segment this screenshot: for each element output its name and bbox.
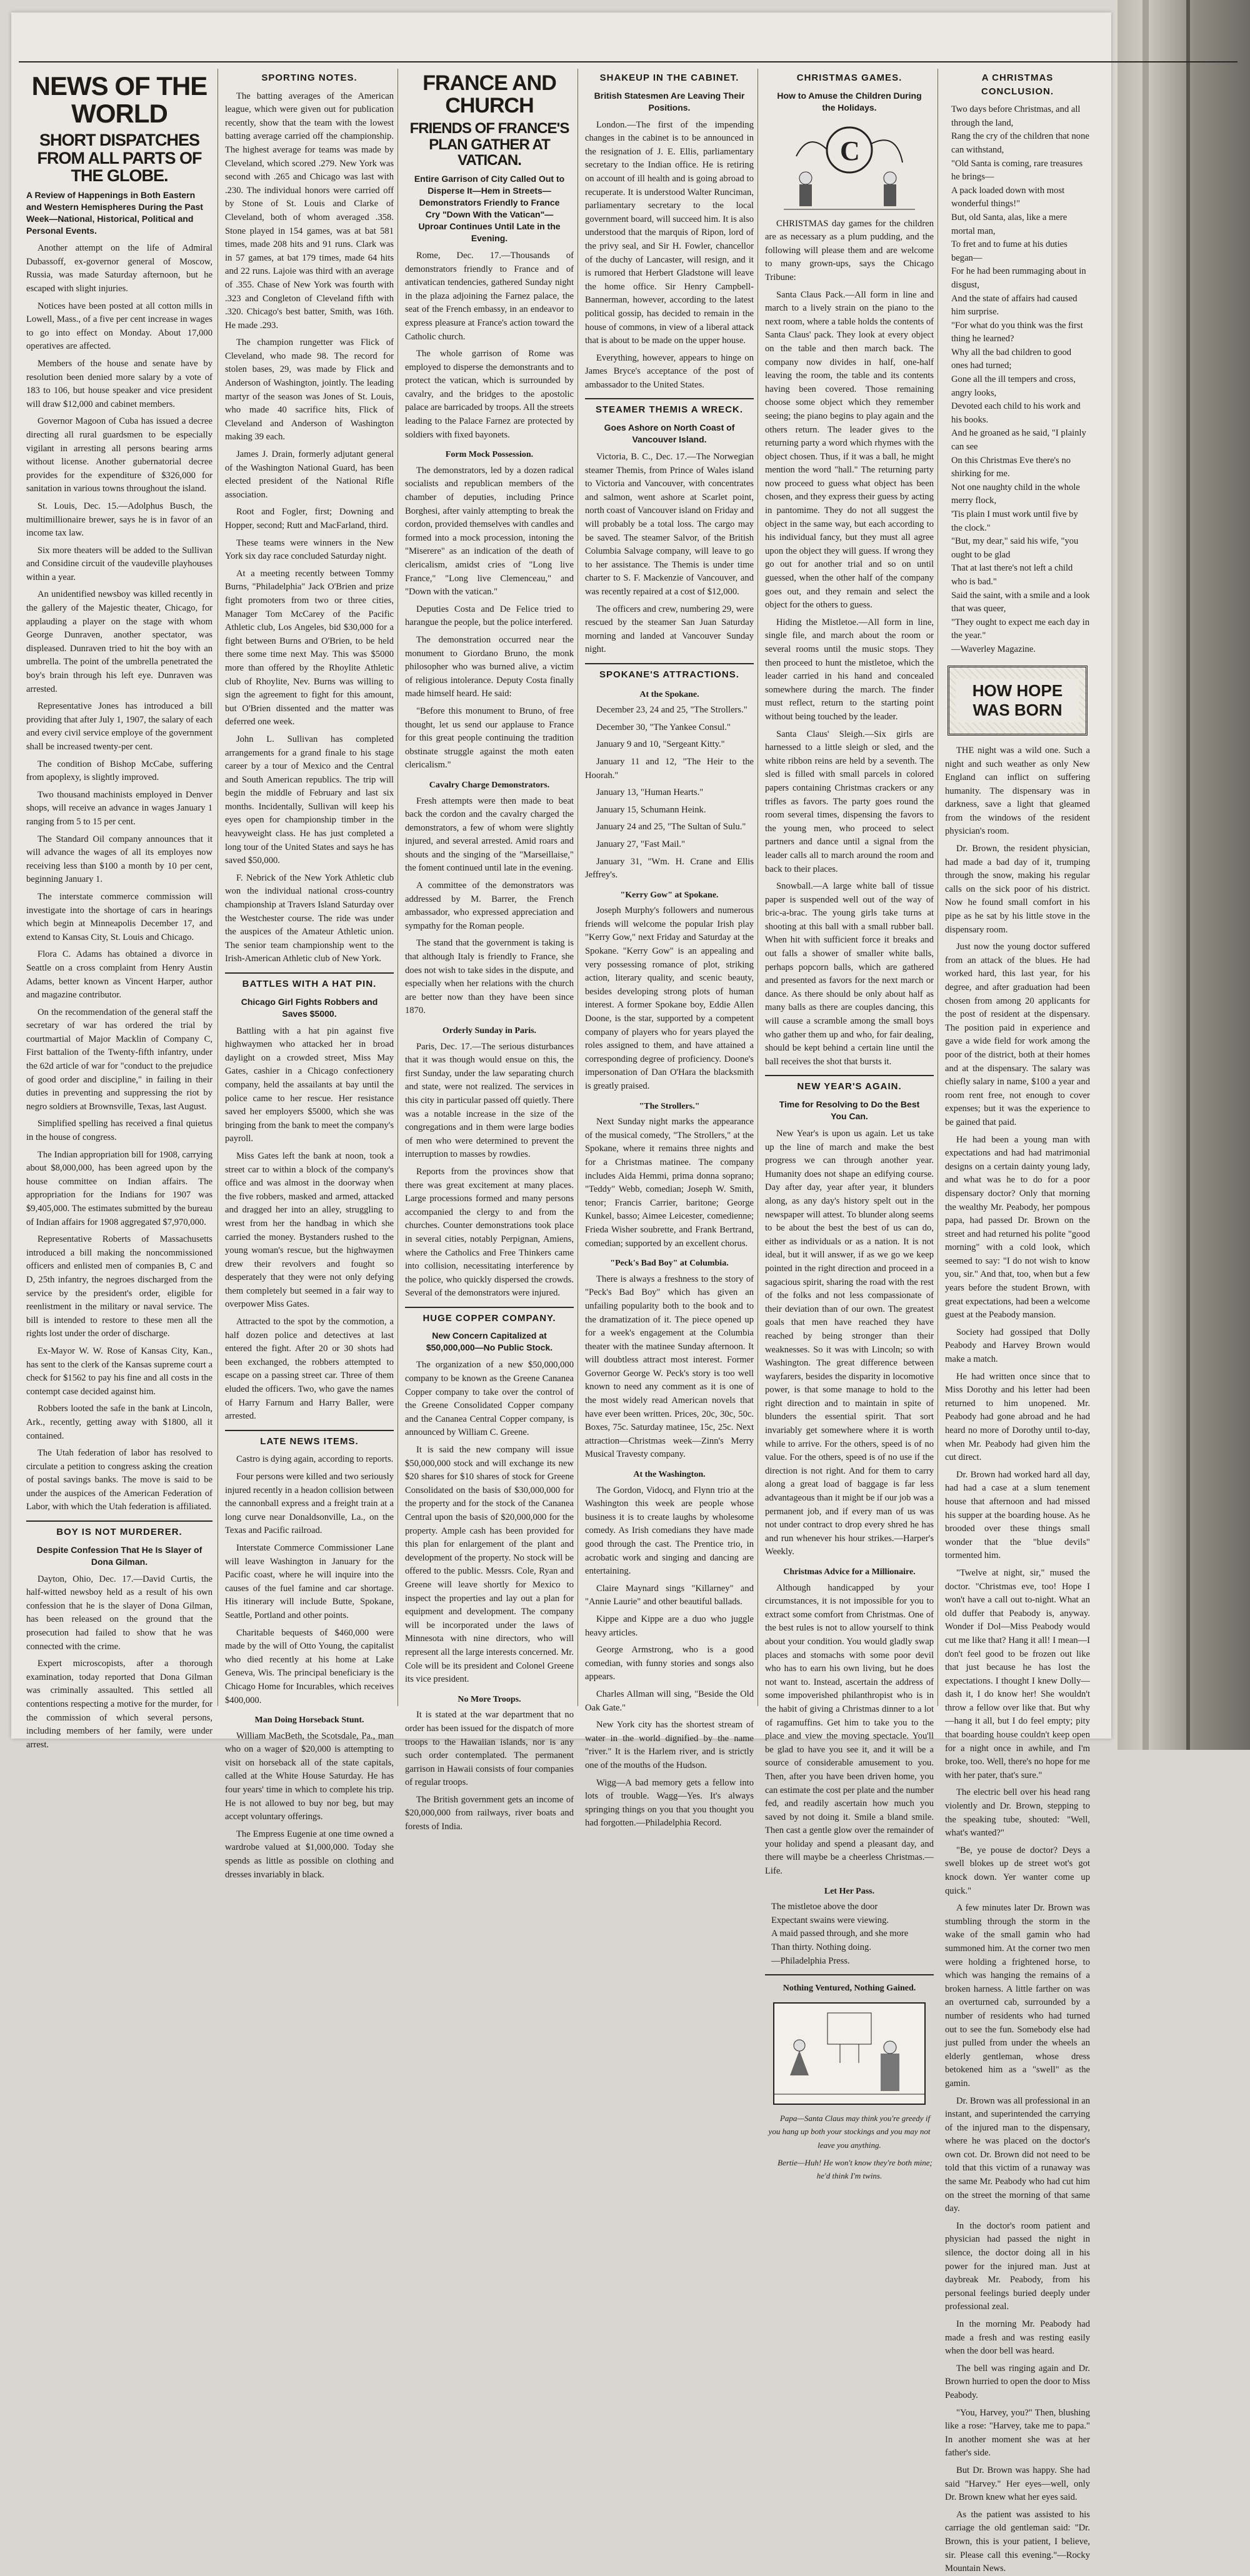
verse-line: Said the saint, with a smile and a look that was queer, bbox=[951, 590, 1090, 614]
copper-headline: HUGE COPPER COMPANY. bbox=[422, 1312, 556, 1324]
paragraph: But Dr. Brown was happy. She had said "Harvey." Her eyes—well, only Dr. Brown knew what her eyes said. bbox=[945, 2465, 1090, 2503]
spokane-subhead: At the Spokane. bbox=[639, 689, 699, 699]
column-3 bbox=[405, 69, 574, 1832]
svg-text:C: C bbox=[840, 135, 860, 166]
paragraph: The condition of Bishop McCabe, suffering from apoplexy, is slightly improved. bbox=[26, 759, 212, 783]
sporting-notes-headline: SPORTING NOTES. bbox=[261, 72, 358, 83]
paragraph: The bell was ringing again and Dr. Brown hurried to open the door to Miss Peabody. bbox=[945, 2363, 1090, 2400]
paragraph: In the morning Mr. Peabody had made a fresh and was resting easily when the door bell was heard. bbox=[945, 2319, 1090, 2357]
paragraph: Four persons were killed and two seriously injured recently in a headon collision between the cannonball express and a freight train at a long curve near Donaldsonville, La., on the Texas and Pacific railroad. bbox=[225, 1472, 394, 1536]
cartoon-headline: Nothing Ventured, Nothing Gained. bbox=[782, 1984, 916, 1994]
paragraph: Society had gossiped that Dolly Peabody and Harvey Brown would make a match. bbox=[945, 1327, 1090, 1365]
horseback-headline: Man Doing Horseback Stunt. bbox=[254, 1715, 364, 1725]
verse-line: And the state of affairs had caused him surprise. bbox=[951, 293, 1078, 317]
paragraph: Claire Maynard sings "Killarney" and "Annie Laurie" and other beautiful ballads. bbox=[585, 1583, 754, 1607]
paragraph: Six more theaters will be added to the Sullivan and Considine circuit of the vaudeville playhouses within a year. bbox=[26, 545, 212, 582]
paragraph: "Before this monument to Bruno, of free thought, let us send our applause to France for this great people continuing the tradition obstinate struggle against the moth eaten clericalism." bbox=[405, 706, 574, 771]
paragraph: Ex-Mayor W. W. Rose of Kansas City, Kan., has sent to the clerk of the Kansas supreme court a check for $1562 to pay his fine and all costs in the contempt case decided against him. bbox=[26, 1345, 212, 1397]
paragraph: Santa Claus Pack.—All form in line and march to a lively strain on the piano to the next room, where a table holds the contents of Santa Claus' pack. They look at every object on the table and then march back. The company now divides in half, one-half leaving the room, the table and its contents having been covered. Those remaining choose some object which they remember seeing; the piano begins to play again and the others return. The leader gives to the returning party a word which rhymes with the object chosen. Thus, if it was a ball, he might mention the word "hall." The returning party now proceed to guess what object has been chosen, and they express their guess by acting in pantomime. They do not all suggest the object in the same way, but each according to his individual fancy, but they must all agree upon the object they will guess. If wrong they go out for another trial and so on until guessed, when the other half of the company goes out, and they remain and select the object for the others to guess. bbox=[765, 289, 934, 611]
verse-line: On this Christmas Eve there's no shirking for me. bbox=[951, 455, 1071, 479]
paragraph: Representative Roberts of Massachusetts introduced a bill making the noncommissioned officers and enlisted men of companies B, C and D, 25th infantry, the negroes discharged from the service by the president's order, eligible for reenlistment in the military or naval service. The bill is intended to restore to these men all the rights lost under the order of discharge. bbox=[26, 1234, 212, 1339]
copper-subhead: New Concern Capitalized at $50,000,000—No Public Stock. bbox=[426, 1330, 553, 1353]
paragraph: Victoria, B. C., Dec. 17.—The Norwegian steamer Themis, from Prince of Wales island to Victoria and Vancouver, with concentrates and salmon, went ashore at Scarlet point, north coast of Vancouver island on Friday and will probably be a total loss. The cargo may be saved. The steamer Salvor, of the British Columbia Salvage company, will leave to go to her assistance. The Themis is under time charter to S. F. Mackenzie of Vancouver, and was recently repaired at a cost of $12,000. bbox=[585, 452, 754, 597]
paragraph: The organization of a new $50,000,000 company to be known as the Greene Cananea Copper company to take over the control of the Greene Consolidated Copper company and the Cananea Central Copper company, is announced by William C. Greene. bbox=[405, 1360, 574, 1438]
paragraph: James J. Drain, formerly adjutant general of the Washington National Guard, has been elected president of the National Rifle association. bbox=[225, 449, 394, 500]
paragraph: Although handicapped by your circumstances, it is not impossible for you to extract some comfort from Christmas. One of the best rules is not to allow yourself to think about your condition. You would gladly swap places and stomachs with some poor devil who has to earn his own living, but he does not want to. Instead, ascertain the address of some impoverished philanthropist who is in the habit of giving a Christmas dinner to a lot of ragamuffins. Get him to take you to the place and view the moving spectacle. You'll be glad to have you see it, and it will be a source of considerable amusement to you. Then, after you have been driven home, you can estimate the cost per plate and the number fed, and readily ascertain how much you saved by not doing it. Smile a bland smile. Then cast a gentle glow over the remainder of your holiday and spend a pleasant day, and there will maybe be a cheerless Christmas.—Life. bbox=[765, 1582, 934, 1877]
paragraph: William MacBeth, the Scotsdale, Pa., man who on a wager of $20,000 is attempting to visit on horseback all of the state capitals, called at the White House Saturday. He has four years' time in which to complete his trip. He is not allowed to buy nor beg, but may accept voluntary offerings. bbox=[225, 1730, 394, 1822]
christmas-games-body bbox=[765, 217, 934, 1069]
verse-line: "But, my dear," said his wife, "you ought to be glad bbox=[951, 536, 1079, 560]
verse-line: Gone all the ill tempers and cross, angry looks, bbox=[951, 374, 1076, 398]
paragraph: Charles Allman will sing, "Beside the Old Oak Gate." bbox=[585, 1689, 754, 1713]
cavalry-headline: Cavalry Charge Demonstrators. bbox=[429, 780, 550, 790]
paragraph: Dayton, Ohio, Dec. 17.—David Curtis, the half-witted newsboy held as a result of his own confession that he is the slayer of Dona Gilman, has been released on the ground that the prosecution had failed to show that he was connected with the crime. bbox=[26, 1574, 212, 1652]
sporting-notes-body bbox=[225, 90, 394, 966]
copper-body bbox=[405, 1359, 574, 1686]
paragraph: Joseph Murphy's followers and numerous friends will welcome the popular Irish play "Kerry Gow," next Friday and Saturday at the Spokane. "Kerry Gow" is an appealing and very possessing romance of plot, striking action, literary quality, and scenic beauty, besides developing strong plots of human interest. A former Spokane boy, Eddie Allen Doone, is the star, supported by a competent company of players who for years played the roles assigned to them, and have attained a corresponding degree of proficiency. Doone's impersonation of Dan O'Hara the blacksmith is greatly praised. bbox=[585, 906, 754, 1091]
paragraph: At a meeting recently between Tommy Burns, "Philadelphia" Jack O'Brien and prize fight promoters from two or three cities, Manager Tom McCarey of the Pacific Athletic club, Los Angeles, bid $30,000 for a fight between Burns and O'Brien, to be held there some time next May. This was $5000 more than offered by the Rhoylite Athletic club of Rhoylite, Nev. Burns was willing to sign the agreement to fight for this amount, but O'Brien dissented and the matter was deferred one week. bbox=[225, 568, 394, 727]
top-rule bbox=[19, 61, 1238, 62]
spokane-schedule bbox=[585, 704, 754, 882]
verse-line: And he groaned as he said, "I plainly can see bbox=[951, 428, 1086, 452]
paragraph: The champion rungetter was Flick of Cleveland, who made 98. The record for stolen bases, 29, was made by Flick and Anderson of Washington, jointly. The leading martyr of the season was Jones of St. Louis, who made 40 sacrifice hits, Flick of Cleveland and Anderson of Washington making 39 each. bbox=[225, 337, 394, 442]
column-4 bbox=[585, 69, 754, 1829]
kerry-gow-body bbox=[585, 904, 754, 1093]
news-of-world-subhead: A Review of Happenings in Both Eastern and Western Hemispheres During the Past Week—National, Historical, Political and Personal Events. bbox=[26, 190, 203, 236]
paris-headline: Orderly Sunday in Paris. bbox=[442, 1026, 537, 1036]
let-her-pass-verse bbox=[765, 1900, 934, 1968]
paragraph: A few minutes later Dr. Brown was stumbling through the storm in the wake of the small gamin who had summoned him. At the corner two men were holding a frightened horse, to which was hanging the remains of a broken harness. A little farther on was an overturned cab, surrounded by a number of residents who had turned out to see the fun. Somebody else had just pulled from under the wheels an elderly gentleman, whose dress betokened him as a "swell" as the gamin. bbox=[945, 1903, 1090, 2089]
paragraph: The Gordon, Vidocq, and Flynn trio at the Washington this week are people whose business it is to create laughs by wholesome comedy. As Irish comedians they have made good through the cast. The Prentice trio, in acrobatic work and singing and dancing are entertaining. bbox=[585, 1485, 754, 1577]
france-church-body bbox=[405, 249, 574, 442]
late-news-body bbox=[225, 1453, 394, 1707]
boy-murderer-subhead: Despite Confession That He Is Slayer of Dona Gilman. bbox=[36, 1544, 202, 1567]
paragraph: December 30, "The Yankee Consul." bbox=[596, 722, 731, 732]
paragraph: "Twelve at night, sir," mused the doctor. "Christmas eve, too! Hope I won't have a call out to-night. What an old duffer that Peabody is, anyway. Wonder if Dol—Miss Peabody would cut me like that? Hang it all! I mean—I don't feel good to be frozen out like that just because he has lost the expectations. I thought I knew Dolly—dash it, I do know her! She wouldn't throw a fellow over like that. But why—hang it all, but I do feel empty; pity that boarding house couldn't keep open for a night once in awhile, and I'm broke, too. Well, there's no hope for me with her pater, that's sure." bbox=[945, 1567, 1090, 1780]
verse-line: —Philadelphia Press. bbox=[771, 1955, 850, 1966]
verse-line: That at last there's not left a child who is bad." bbox=[951, 563, 1073, 587]
paragraph: On the recommendation of the general staff the secretary of war has ordered the trial by courtmartial of Major Macklin of Company C, First battalion of the Twenty-fifth infantry, under the 62d article of war for "conduct to the prejudice of good order and discipline," in failing in their duties in preventing and suppressing the riot by negro soldiers at Brownsville, Texas, last August. bbox=[26, 1007, 212, 1112]
paragraph: A committee of the demonstrators was addressed by M. Barrer, the French ambassador, who expressed appreciation and sympathy for the Roman people. bbox=[405, 881, 574, 931]
new-years-body bbox=[765, 1127, 934, 1559]
paragraph: Dr. Brown was all professional in an instant, and superintended the carrying of the injured man to the dispensary, where he was placed on the doctor's own cot. Dr. Brown did not need to be told that this victim of a runaway was the same Mr. Peabody who had cut him on the street the morning of that same day. bbox=[945, 2095, 1090, 2214]
paragraph: London.—The first of the impending changes in the cabinet is to be announced in the resignation of J. E. Ellis, parliamentary secretary to the Indian office. He is retiring on account of ill health and is going abroad to recuperate. It is understood Walter Runciman, parliamentary secretary to the local government board, will succeed him. It is also understood that the marquis of Ripon, lord of the privy seal, and Sir H. Fowler, chancellor of the duchy of Lancaster, will resign, and it is rumored that Herbert Gladstone will leave the home office. Sir Henry Campbell-Bannerman, however, according to the latest political gossip, has decided to remain in the house of commons, in view of a liberal attack that is about to be made on the upper house. bbox=[585, 119, 754, 346]
boy-murderer-body bbox=[26, 1573, 212, 1752]
paragraph: New York city has the shortest stream of water in the world dignified by the name "river." It is the Harlem river, and is strictly one of the mouths of the Hudson. bbox=[585, 1720, 754, 1770]
cartoon-caption: Papa—Santa Claus may think you're greedy if you hang up both your stockings and you may not leave you anything. bbox=[768, 2113, 931, 2150]
cabinet-headline: SHAKEUP IN THE CABINET. bbox=[599, 72, 739, 83]
christmas-conclusion-headline: A CHRISTMAS CONCLUSION. bbox=[981, 72, 1054, 97]
paragraph: Representative Jones has introduced a bill providing that after July 1, 1907, the salary of each and every civil service employe of the government shall be increased twenty-per cent. bbox=[26, 701, 212, 752]
paragraph: "Be, ye pouse de doctor? Deys a swell blokes up de street wot's got knock down. Yer wanter come up quick." bbox=[945, 1845, 1090, 1896]
troops-body bbox=[405, 1709, 574, 1834]
cartoon-reply: Bertie—Huh! He won't know they're both mine; he'd think I'm twins. bbox=[778, 2157, 932, 2181]
paragraph: Miss Gates left the bank at noon, took a street car to within a block of the company's office and was almost in the doorway when the five robbers, masked and armed, attacked and dragged her into an alley, struggling to wrest from her the handbag in which she carried the money. Bystanders rushed to the young woman's rescue, but the highwaymen drew their revolvers and fought so desperately that they were not only defying them completely but seemed in a fair way to overpower Miss Gates. bbox=[225, 1151, 394, 1310]
paragraph: John L. Sullivan has completed arrangements for a grand finale to his stage career by a tour of Mexico and the Central and South American republics. The trip will begin the middle of February and last six months. Incidentally, Sullivan will keep his eyes open for championship timber in the heavyweight class. He has just completed a long tour of the United States and says he has saved $50,000. bbox=[225, 734, 394, 866]
washington-body bbox=[585, 1484, 754, 1830]
late-news-headline: LATE NEWS ITEMS. bbox=[260, 1435, 359, 1447]
paragraph: Two thousand machinists employed in Denver shops, will receive an advance in wages January 1 ranging from 5 to 15 per cent. bbox=[26, 789, 212, 827]
pecks-bad-boy-headline: "Peck's Bad Boy" at Columbia. bbox=[610, 1259, 729, 1269]
paragraph: Snowball.—A large white ball of tissue paper is suspended well out of the way of bric-a-brac. The young girls take turns at shooting at this ball with a small rubber ball. When hit with sufficient force it breaks and out falls a shower of smaller white balls, perhaps popcorn balls, which are gathered and presented as favors for the next march or dance. As there should be only about half as many balls as there are couples dancing, this will cause a scramble among the small boys who gather them up and who, for fair dealing, should be kept behind a certain line until the ball receives the shot that bursts it. bbox=[765, 881, 934, 1067]
paragraph: Expert microscopists, after a thorough examination, today reported that Dona Gilman was criminally assaulted. This settled all contentions respecting a motive for the murder, for the commission of which several persons, including members of her family, were under arrest. bbox=[26, 1659, 212, 1750]
strollers-headline: "The Strollers." bbox=[639, 1101, 700, 1111]
verse-line: 'Tis plain I must work until five by the clock." bbox=[951, 509, 1078, 533]
paragraph: Flora C. Adams has obtained a divorce in Seattle on a cross complaint from Henry Austin Adams, better known as Vincent Harper, author and magazine contributor. bbox=[26, 949, 212, 1001]
paragraph: Attracted to the spot by the commotion, a half dozen police and detectives at last entered the fight. After 20 or 30 shots had been exchanged, the robbers attempted to escape on a passing street car. Three of them eluded the officers. Two, who gave the names of Harry Farnum and Harry Baller, were arrested. bbox=[225, 1317, 394, 1422]
news-of-world-title: NEWS OF THE WORLD bbox=[31, 71, 208, 129]
cavalry-body bbox=[405, 795, 574, 1019]
paragraph: He had written once since that to Miss Dorothy and his letter had been returned to him unopened. Mr. Peabody had gone abroad and he had heard no more of Dorothy until to-day, when Mr. Peabody had given him the cut direct. bbox=[945, 1371, 1090, 1463]
paragraph: January 11 and 12, "The Heir to the Hoorah." bbox=[585, 756, 754, 781]
paragraph: The whole garrison of Rome was employed to disperse the demonstrants and to protect the vatican, which is surrounded by cavalry, and the bridges to the apostolic palace are barricaded by troops. All the streets leading to the Palace Farnez are protected by soldiers with fixed bayonets. bbox=[405, 349, 574, 440]
paragraph: The Empress Eugenie at one time owned a wardrobe valued at $1,000,000. Today she spends as little as possible on clothing and dresses invariably in black. bbox=[225, 1829, 394, 1880]
paragraph: These teams were winners in the New York six day race concluded Saturday night. bbox=[225, 537, 394, 562]
paragraph: The British government gets an income of $20,000,000 from railways, river boats and forests of India. bbox=[405, 1794, 574, 1832]
verse-line: But, old Santa, alas, like a mere mortal man, bbox=[951, 212, 1068, 236]
mock-possession-body bbox=[405, 464, 574, 772]
paragraph: January 27, "Fast Mail." bbox=[596, 839, 686, 849]
paragraph: Robbers looted the safe in the bank at Lincoln, Ark., recently, getting away with $1800, all it contained. bbox=[26, 1404, 212, 1441]
paragraph: Kippe and Kippe are a duo who juggle heavy articles. bbox=[585, 1614, 754, 1638]
columns bbox=[19, 69, 1094, 2574]
paragraph: Next Sunday night marks the appearance of the musical comedy, "The Strollers," at the Spokane, where it remains three nights and for a Christmas matinee. The company includes Aida Hemmi, prima donna soprano; "Teddy" Webb, comedian; Joseph W. Smith, tenor; Francis Carrier, baritone; George Kunkel, basso; Aimee Leicester, comedienne; Frieda Wisher soubrette, and Frank Bertrand, comedian; supported by an excellent chorus. bbox=[585, 1117, 754, 1249]
hat-pin-subhead: Chicago Girl Fights Robbers and Saves $5000. bbox=[241, 996, 378, 1019]
paragraph: The Utah federation of labor has resolved to circulate a petition to congress asking the creation of postal savings banks. The move is said to be under the auspices of the American Federation of Labor, with which the Utah federation is affiliated. bbox=[26, 1448, 212, 1512]
verse-line: Rang the cry of the children that none can withstand, bbox=[951, 131, 1089, 155]
verse-line: Expectant swains were viewing. bbox=[771, 1915, 889, 1925]
paragraph: F. Nebrick of the New York Athletic club won the individual national cross-country championship at Travers Island Saturday over the Westchester course. The ride was under the auspices of the Amateur Athletic union. The senior team championship went to the Irish-American Athletic club of New York. bbox=[225, 872, 394, 964]
verse-line: Two days before Christmas, and all through the land, bbox=[951, 104, 1081, 128]
paragraph: December 23, 24 and 25, "The Strollers." bbox=[596, 705, 748, 716]
how-hope-was-born-banner bbox=[948, 666, 1088, 736]
paragraph: The demonstration occurred near the monument to Giordano Bruno, the monk philosopher who was burned alive, a victim of religious intolerance. Deputy Costa finally made himself heard. He said: bbox=[405, 634, 574, 699]
hat-pin-body bbox=[225, 1025, 394, 1424]
column-2 bbox=[225, 69, 394, 1880]
hat-pin-headline: BATTLES WITH A HAT PIN. bbox=[242, 979, 377, 989]
paragraph: Castro is dying again, according to reports. bbox=[236, 1454, 394, 1465]
paragraph: New Year's is upon us again. Let us take up the line of march and make the best progress we can through another year. Humanity does not shape an edifying course. Day after day, year after year, it blunders along, as any day's history spelt out in the newspaper will attest. To blunder along seems to be about the best the best of us can do, either as individuals or as a nation. It is not ideal, but it will answer, if as we go we keep pointed in the right direction and proceed in a sagacious spirit, sharing the road with the rest of the folks and not less compassionate of their deviation than of our own. The greatest goals that men have reached they have reached by being stronger than their weaknesses. So it was with Lincoln; so with Washington. The great difference between wayfarers, besides the disparity in locomotive power, is that some manage to hold to the right direction and to maintain in spite of blunders the essential spirit. That sort invariably get somewhere where it is worth while to arrive. For the others, speed is of no value. For the others, speed is of no use if the direction is not right. And for them to carry along a great load of baggage is far less advantageous than it might be if our job was a permanent job, and if every man of us was not under contract to drop every shred he has and run whenever his hour strikes.—Harper's Weekly. bbox=[765, 1129, 934, 1557]
how-hope-was-born-title: HOW HOPE WAS BORN bbox=[956, 679, 1079, 722]
how-hope-was-born-body bbox=[945, 744, 1090, 2576]
paragraph: Reports from the provinces show that there was great excitement at many places. Large processions formed and many persons accompanied the clergy to and from the churches. Counter demonstrations took place in several cities, notably Perpignan, Amiens, where the Catholics and Free Thinkers came into collision, necessitating interference by the police, who quickly dispersed the crowds. Several of the demonstrators were injured. bbox=[405, 1166, 574, 1299]
verse-line: "They ought to expect me each day in the year." bbox=[951, 617, 1090, 641]
themis-headline: STEAMER THEMIS A WRECK. bbox=[595, 404, 744, 416]
column-5 bbox=[765, 69, 934, 2181]
horseback-body bbox=[225, 1730, 394, 1882]
verse-line: Why all the bad children to good ones had turned; bbox=[951, 347, 1072, 371]
verse-line: For he had been rummaging about in disgust, bbox=[951, 266, 1086, 290]
france-church-subhead: Entire Garrison of City Called Out to Disperse It—Hem in Streets—Demonstrators Friendly to France Cry "Down With the Vatican"—Uproar Continues Until Late in the Evening. bbox=[414, 173, 565, 243]
paragraph: Everything, however, appears to hinge on James Bryce's acceptance of the post of ambassador to the United States. bbox=[585, 352, 754, 390]
millionaire-body bbox=[765, 1582, 934, 1879]
millionaire-headline: Christmas Advice for a Millionaire. bbox=[783, 1567, 916, 1577]
paragraph: CHRISTMAS day games for the children are as necessary as a plum pudding, and the following will please them and are welcome to many grown-ups, says the Chicago Tribune: bbox=[765, 218, 934, 282]
paragraph: Simplified spelling has received a final quietus in the house of congress. bbox=[26, 1119, 212, 1143]
paragraph: The stand that the government is taking is that although Italy is friendly to France, she does not wish to take sides in the dispute, and especially when her relations with the church are better now than they have been since 1870. bbox=[405, 938, 574, 1016]
christmas-games-subhead: How to Amuse the Children During the Holidays. bbox=[777, 90, 922, 112]
kerry-gow-headline: "Kerry Gow" at Spokane. bbox=[620, 890, 719, 900]
washington-headline: At the Washington. bbox=[633, 1470, 706, 1480]
paragraph: It is said the new company will issue $50,000,000 stock and will exchange its new $20 shares for $10 shares of stock for Greene Consolidated on the basis of $30,000,000 for the property and for the stock of the Cananea Central upon the basis of $20,000,000 for the property. Ample cash has been provided for this plan for enlargement of the plant and development of the property. No stock will be offered to the public. Messrs. Cole, Ryan and Greene will leave shortly for Mexico to inspect the properties and lay out a plan for equipment and development. The company will be incorporated under the laws of Minnesota with nine directors, who will represent all the large interests concerned. Mr. Cole will be its president and Colonel Greene its vice president. bbox=[405, 1445, 574, 1685]
verse-line: To fret and to fume at his duties began— bbox=[951, 239, 1068, 263]
cartoon-illustration bbox=[771, 2000, 928, 2107]
mock-possession-headline: Form Mock Possession. bbox=[445, 450, 534, 460]
verse-line: The mistletoe above the door bbox=[771, 1902, 878, 1912]
verse-line: A maid passed through, and she more bbox=[771, 1929, 909, 1939]
paragraph: Root and Fogler, first; Downing and Hopper, second; Rutt and MacFarland, third. bbox=[225, 507, 394, 531]
paragraph: January 31, "Wm. H. Crane and Ellis Jeffrey's. bbox=[585, 856, 754, 881]
column-6 bbox=[945, 69, 1090, 2574]
paragraph: January 9 and 10, "Sergeant Kitty." bbox=[596, 739, 725, 750]
paragraph: Paris, Dec. 17.—The serious disturbances that it was though would ensue on this, the first Sunday, under the law separating church and state, were not realized. The services in this city in particular passed off quietly. There was a notable increase in the size of the congregations and in them were large bodies of men who were determined to prevent the interruption to masses by rowdies. bbox=[405, 1041, 574, 1160]
verse-line: Devoted each child to his work and his books. bbox=[951, 401, 1081, 425]
pecks-bad-boy-body bbox=[585, 1273, 754, 1462]
new-years-subhead: Time for Resolving to Do the Best You Can. bbox=[779, 1099, 920, 1121]
paragraph: It is stated at the war department that no order has been issued for the dispatch of more troops to the Hawaiian islands, nor is any such order contemplated. The permanent garrison in Hawaii consists of four companies of regular troops. bbox=[405, 1710, 574, 1788]
paragraph: Charitable bequests of $460,000 were made by the will of Otto Young, the capitalist who died recently at his home at Lake Geneva, Wis. The principal beneficiary is the Chicago Home for Incurables, which receives $400,000. bbox=[225, 1627, 394, 1705]
paragraph: Santa Claus' Sleigh.—Six girls are harnessed to a little sleigh or sled, and the white ribbon reins are held by a seventh. The sled is filled with small parcels in colored papers containing Christmas crackers or any trifles as favors. The party goes round the room several times, dispensing the favors to the young men, who proceed to select partners and dance until a signal from the leader calls all to march around the room and back to their places. bbox=[765, 729, 934, 874]
verse-line: A pack loaded down with most wonderful things!" bbox=[951, 185, 1065, 209]
paragraph: The interstate commerce commission will investigate into the shortage of cars in hearings which begin at Minneapolis December 17, and extend to Kansas City, St. Louis and Chicago. bbox=[26, 891, 212, 942]
paragraph: The officers and crew, numbering 29, were rescued by the steamer San Juan Saturday morning and landed at Vancouver Sunday night. bbox=[585, 604, 754, 655]
paragraph: The batting averages of the American league, which were given out for publication recently, show that the team with the lowest batting average carried off the championship. The highest average for teams was made by Cleveland, which scored .279. New York was second with .265 and Chicago was last with .230. The individual honors were carried off by Stone of St. Louis and Clarke of Cleveland, both of whom averaged .358. Stone played in 154 games, was at bat 581 times, made 208 hits and 91 runs. Clark was in 57 games, at bat 179 times, made 64 hits and 22 runs. Lajoie was third with an average of .355. Chase of New York was fourth with .323 and Congleton of Cleveland fifth with .320. Chicago's best batter, Smith, was 16th. He made .293. bbox=[225, 91, 394, 331]
paragraph: As the patient was assisted to his carriage the old gentleman said: "Dr. Brown, this is your patient, I believe, sir. Please call this evening."—Rocky Mountain News. bbox=[945, 2509, 1090, 2574]
paragraph: Rome, Dec. 17.—Thousands of demonstrators friendly to France and of antivatican tendencies, gathered Sunday night in the plaza adjoining the Farnez palace, the seat of the French embassy, in an endeavor to express pleasure at France's action toward the Catholic church. bbox=[405, 250, 574, 342]
paragraph: George Armstrong, who is a good comedian, with funny stories and songs also appears. bbox=[585, 1645, 754, 1682]
paragraph: St. Louis, Dec. 15.—Adolphus Busch, the multimillionaire brewer, says he is in favor of an income tax law. bbox=[26, 501, 212, 539]
paragraph: Interstate Commerce Commissioner Lane will leave Washington in January for the Pacific coast, where he will inquire into the causes of the fuel famine and car shortage. His itinerary will include Butte, Spokane, Seattle, Portland and other points. bbox=[225, 1542, 394, 1620]
paragraph: Just now the young doctor suffered from an attack of the blues. He had worked hard, this last year, for his degree, and after graduation had been chosen from among 20 applicants for the post of resident at the dispensary. The position paid in experience and gave a wide field for work among the poor of the district, both at their homes and at the dispensary. The salary was chiefly salary in name, $100 a year and room rent free, not enough to cover expenses; but it was the experience to be gained that paid. bbox=[945, 942, 1090, 1127]
france-church-deck: FRIENDS OF FRANCE'S PLAN GATHER AT VATICAN. bbox=[409, 120, 569, 169]
paragraph: Dr. Brown, the resident physician, had made a bad day of it, trumping through the snow, making his regular calls on the sick poor of his district. Now he found small comfort in his pipe as he sat by his little stove in the dispensary room. bbox=[945, 844, 1090, 935]
cabinet-subhead: British Statesmen Are Leaving Their Positions. bbox=[594, 90, 745, 112]
paragraph: THE night was a wild one. Such a night and such weather as only New England can inflict on suffering humanity. The dispensary was in darkness, save a light that gleamed from the windows of the resident physician's room. bbox=[945, 745, 1090, 837]
verse-line: "For what do you think was the first thing he learned? bbox=[951, 320, 1083, 344]
verse-line: Not one naughty child in the whole merry flock, bbox=[951, 482, 1080, 506]
paragraph: Members of the house and senate have by resolution been denied more salary by a vote of 183 to 106, but house speaker and vice president will draw $12,000 and cabinet members. bbox=[26, 358, 212, 409]
paragraph: January 15, Schumann Heink. bbox=[596, 804, 706, 815]
paragraph: An unidentified newsboy was killed recently in the gallery of the Majestic theater, Chicago, for applauding a player on the stage with whom George Dunraven, another spectator, was displeased. Dunraven tried to hit the boy with an umbrella. The point of the umbrella penetrated the boy's brain through his left eye. Dunraven was arrested. bbox=[26, 589, 212, 694]
paragraph: Dr. Brown had worked hard all day, had had a case at a slum tenement house that afternoon and had missed his supper at the boarding house. As he brooded over these things small wonder that the "blue devils" tormented him. bbox=[945, 1469, 1090, 1561]
paragraph: The Indian appropriation bill for 1908, carrying about $8,000,000, has been agreed upon by the house committee on Indian affairs. The appropriation for the Indians for 1907 was $9,405,000. The estimates submitted by the bureau of Indian affairs for 1908 aggregated $7,970,000. bbox=[26, 1149, 212, 1227]
verse-line: Than thirty. Nothing doing. bbox=[771, 1942, 871, 1953]
christmas-conclusion-poem bbox=[945, 103, 1090, 656]
paragraph: The electric bell over his head rang violently and Dr. Brown, stepping to the speaking tube, shouted: "Well, what's wanted?" bbox=[945, 1787, 1090, 1839]
paragraph: He had been a young man with expectations and had had matrimonial designs on a certain dainty young lady, and what was he to do for a poor dispensary doctor? Only that morning the wealthy Mr. Peabody, her pompous papa, had passed Dr. Brown on the street and had returned his polite "good morning" with a cold look, which seemed to say: "I do not wish to know you, sir." And that, too, when but a few years before the student Brown, with great expectations, had been a welcome guest at the Peabody mansion. bbox=[945, 1134, 1090, 1320]
news-of-world-deck: SHORT DISPATCHES FROM ALL PARTS OF THE GLOBE. bbox=[37, 131, 202, 185]
spokane-headline: SPOKANE'S ATTRACTIONS. bbox=[599, 669, 739, 680]
verse-line: "Old Santa is coming, rare treasures he brings— bbox=[951, 158, 1083, 182]
paragraph: Notices have been posted at all cotton mills in Lowell, Mass., of a five per cent increase in wages to go into effect on Monday. About 17,000 operatives are affected. bbox=[26, 301, 212, 352]
christmas-games-headline: CHRISTMAS GAMES. bbox=[796, 72, 902, 83]
cabinet-body bbox=[585, 119, 754, 392]
france-church-title: FRANCE AND CHURCH bbox=[422, 71, 556, 117]
paragraph: In the doctor's room patient and physician had passed the night in silence, the doctor doing all in his power for the injured man. Just at daybreak Mr. Peabody, from his personal feelings buried deeply under professional zeal. bbox=[945, 2220, 1090, 2312]
paragraph: "You, Harvey, you?" Then, blushing like a rose: "Harvey, take me to papa." In another moment she was at her father's side. bbox=[945, 2407, 1090, 2459]
paragraph: Battling with a hat pin against five highwaymen who attacked her in broad daylight on a crowded street, Miss May Gates, cashier in a Chicago confectionery company, held the assailants at bay until the police came to her rescue. Her resistance saved her employers $5000, which she was bringing from the bank to meet the company's payroll. bbox=[225, 1026, 394, 1144]
paragraph: There is always a freshness to the story of "Peck's Bad Boy" which has given an unfailing popularity both to the book and to the dramatization of it. The piece opened up for a week's engagement at the Columbia theater with the matinee Sunday afternoon. It will doubtless attract most interest. Former Governor George W. Peck's story is too well known to need any comment as it is one of the most widely read American novels that have ever been written. Prices, 20c, 30c, 50c. Boxes, 75c. Saturday matinee, 15c, 25c. Next attraction—Christmas week—Zinn's Merry Musical Travesty company. bbox=[585, 1274, 754, 1460]
paragraph: The demonstrators, led by a dozen radical socialists and republican members of the chamber of deputies, including Prince Borghesi, after vainly attempting to break the cordon, provided themselves with candles and formed into a mock procession, intoning the "Miserere" as an indication of the death of clericalism, amidst cries of "Long live France," "Long live Clemenceau," and "Down with the vatican." bbox=[405, 465, 574, 597]
paragraph: January 13, "Human Hearts." bbox=[596, 787, 704, 798]
themis-subhead: Goes Ashore on North Coast of Vancouver Island. bbox=[604, 422, 735, 445]
column-1 bbox=[26, 69, 212, 1750]
children-illustration bbox=[771, 119, 928, 212]
strollers-body bbox=[585, 1116, 754, 1251]
paragraph: January 24 and 25, "The Sultan of Sulu." bbox=[596, 822, 746, 832]
let-her-pass-headline: Let Her Pass. bbox=[824, 1886, 875, 1896]
boy-murderer-headline: BOY IS NOT MURDERER. bbox=[56, 1527, 182, 1538]
themis-body bbox=[585, 451, 754, 657]
book-binding bbox=[1118, 0, 1250, 1750]
paragraph: Hiding the Mistletoe.—All form in line, single file, and march about the room or several rooms until the music stops. They then proceed to hunt the mistletoe, which the leader carried in his hand and concealed somewhere during the march. The finder must reflect, return to the starting point without being touched by the leader. bbox=[765, 617, 934, 722]
paris-body bbox=[405, 1041, 574, 1300]
paragraph: The Standard Oil company announces that it will advance the wages of all its employes now receiving less than $100 a month by 10 per cent, beginning January 1. bbox=[26, 834, 212, 885]
paragraph: Wigg—A bad memory gets a fellow into lots of trouble. Wagg—Yes. It's always springing things on you that you thought you had forgotten.—Philadelphia Record. bbox=[585, 1777, 754, 1829]
paragraph: Deputies Costa and De Felice tried to harangue the people, but the police interfered. bbox=[405, 604, 574, 628]
paragraph: Governor Magoon of Cuba has issued a decree directing all rural guardsmen to be especially vigilant in arresting all persons bearing arms without license. Another gubernatorial decree provides for the expenditure of $326,000 for sanitation in various towns throughout the island. bbox=[26, 416, 212, 494]
paragraph: Another attempt on the life of Admiral Dubassoff, ex-governor general of Moscow, Russia, was made Saturday afternoon, but he escaped with slight injuries. bbox=[26, 243, 212, 294]
troops-headline: No More Troops. bbox=[458, 1694, 521, 1704]
news-of-world-body bbox=[26, 242, 212, 1514]
paragraph: Fresh attempts were then made to beat back the cordon and the cavalry charged the demonstrators, a few of whom were slightly injured, and several arrested. Amid roars and shouts and the singing of the "Marseillaise," the foment continued until late in the evening. bbox=[405, 796, 574, 874]
new-years-headline: NEW YEAR'S AGAIN. bbox=[797, 1081, 902, 1092]
verse-line: —Waverley Magazine. bbox=[951, 644, 1036, 654]
